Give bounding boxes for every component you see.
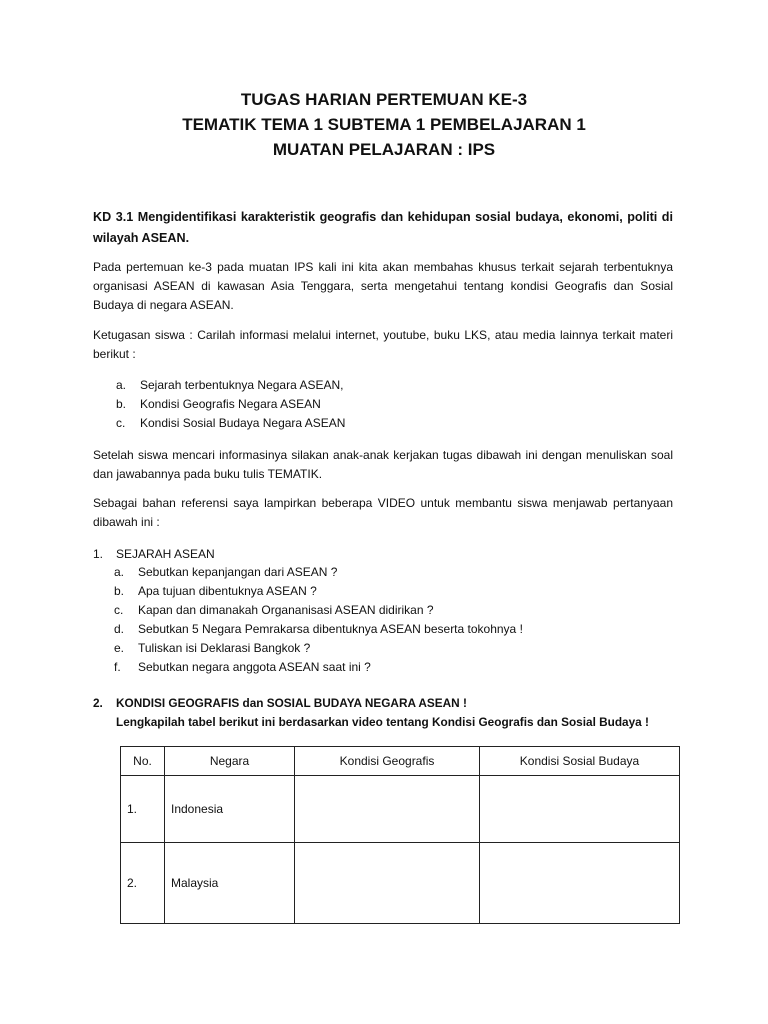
intro-paragraph: Pada pertemuan ke-3 pada muatan IPS kali ini kita akan membahas khusus terkait sejarah terbentuknya organisasi ASEAN di kawasan Asia Tenggara, serta mengetahui tentang kondisi Geografis dan Sosial Budaya di negara ASEAN. [93, 260, 673, 312]
list-item [114, 601, 523, 620]
after-paragraph: Setelah siswa mencari informasinya silakan anak-anak kerjakan tugas dibawah ini dengan menuliskan soal dan jawabannya pada buku tulis TEMATIK. [93, 448, 673, 481]
cell-geografis [295, 843, 480, 924]
list-item [114, 620, 523, 639]
cell-no: 2. [121, 843, 165, 924]
column-header-no: No. [121, 747, 165, 776]
column-header-sosial-budaya: Kondisi Sosial Budaya [480, 747, 680, 776]
list-marker: a. [116, 378, 127, 392]
basic-competency: KD 3.1 Mengidentifikasi karakteristik geografis dan kehidupan sosial budaya, ekonomi, politi di wilayah ASEAN. [93, 210, 673, 245]
cell-sosial-budaya [480, 843, 680, 924]
column-header-negara: Negara [165, 747, 295, 776]
list-marker: c. [114, 603, 124, 617]
list-item-text: Tuliskan isi Deklarasi Bangkok ? [138, 641, 311, 655]
list-item [114, 582, 523, 601]
list-marker: f. [114, 660, 121, 674]
table-row [121, 843, 680, 924]
document-title-line-3: MUATAN PELAJARAN : IPS [272, 140, 496, 159]
list-item-text: Kapan dan dimanakah Organanisasi ASEAN didirikan ? [138, 603, 434, 617]
list-marker: b. [116, 397, 127, 411]
section-title: KONDISI GEOGRAFIS dan SOSIAL BUDAYA NEGARA ASEAN ! [116, 696, 467, 710]
list-item [114, 639, 523, 658]
list-marker: b. [114, 584, 125, 598]
list-item-text: Kondisi Geografis Negara ASEAN [140, 397, 321, 411]
list-marker: e. [114, 641, 125, 655]
list-marker: c. [116, 416, 126, 430]
section-number: 2. [93, 696, 103, 710]
list-item [114, 563, 523, 582]
section-1-heading [93, 545, 215, 564]
list-item-text: Sebutkan negara anggota ASEAN saat ini ? [138, 660, 371, 674]
table-header-row [121, 747, 680, 776]
task-paragraph: Ketugasan siswa : Carilah informasi melalui internet, youtube, buku LKS, atau media lainnya terkait materi berikut : [93, 328, 673, 361]
list-item [116, 414, 346, 433]
section-title: SEJARAH ASEAN [116, 547, 215, 561]
list-marker: d. [114, 622, 125, 636]
column-header-geografis: Kondisi Geografis [295, 747, 480, 776]
list-item-text: Kondisi Sosial Budaya Negara ASEAN [140, 416, 346, 430]
asean-table [120, 746, 680, 924]
section-2-heading [93, 694, 467, 713]
list-item-text: Sebutkan kepanjangan dari ASEAN ? [138, 565, 338, 579]
list-item-text: Apa tujuan dibentuknya ASEAN ? [138, 584, 317, 598]
table-row [121, 776, 680, 843]
cell-negara: Malaysia [165, 843, 295, 924]
table-instruction: Lengkapilah tabel berikut ini berdasarkan video tentang Kondisi Geografis dan Sosial Budaya ! [116, 715, 649, 729]
list-item [116, 376, 345, 395]
list-item-text: Sebutkan 5 Negara Pemrakarsa dibentuknya ASEAN beserta tokohnya ! [138, 622, 523, 636]
cell-no: 1. [121, 776, 165, 843]
material-list [116, 376, 346, 433]
list-item [114, 658, 523, 677]
cell-negara: Indonesia [165, 776, 295, 843]
document-title-line-1: TUGAS HARIAN PERTEMUAN KE-3 [240, 90, 528, 109]
section-number: 1. [93, 547, 104, 561]
list-marker: a. [114, 565, 125, 579]
reference-paragraph: Sebagai bahan referensi saya lampirkan beberapa VIDEO untuk membantu siswa menjawab pertanyaan dibawah ini : [93, 496, 673, 529]
list-item [116, 395, 345, 414]
list-item-text: Sejarah terbentuknya Negara ASEAN, [140, 378, 344, 392]
document-title-line-2: TEMATIK TEMA 1 SUBTEMA 1 PEMBELAJARAN 1 [182, 115, 586, 134]
cell-geografis [295, 776, 480, 843]
cell-sosial-budaya [480, 776, 680, 843]
question-list [114, 563, 523, 677]
